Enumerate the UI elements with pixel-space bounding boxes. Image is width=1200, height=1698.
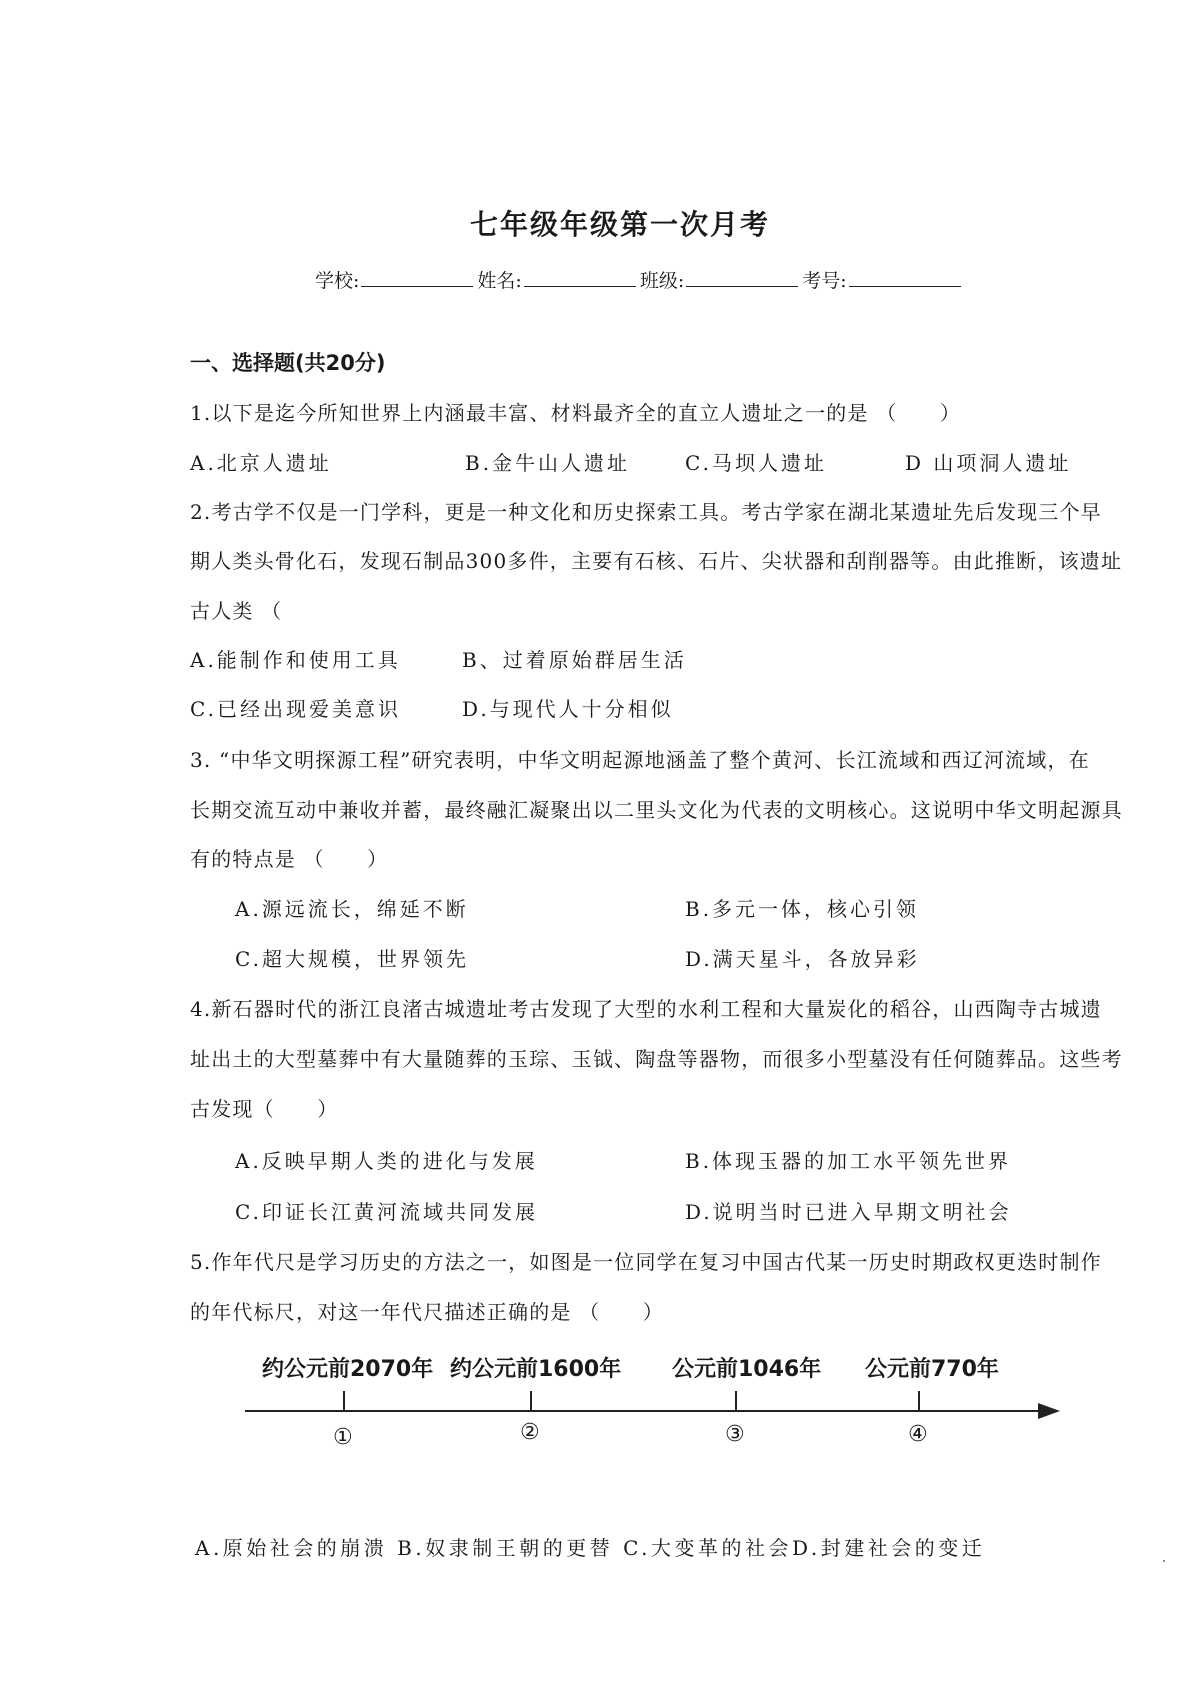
student-info-row [315, 266, 965, 293]
scan-speck [1163, 1560, 1165, 1562]
q2-option-b: B、过着原始群居生活 [462, 648, 687, 672]
timeline-marker-4: ④ [908, 1422, 928, 1447]
timeline-label-4: 公元前770年 [865, 1357, 999, 1382]
timeline-tick-4 [918, 1391, 920, 1411]
q2-line-2: 期人类头骨化石，发现石制品300多件，主要有石核、石片、尖状器和刮削器等。由此推断，该遗址 [190, 549, 1123, 573]
q2-line-1: 2.考古学不仅是一门学科，更是一种文化和历史探索工具。考古学家在湖北某遗址先后发现三个早 [190, 500, 1102, 524]
q2-line-3: 古人类 （ [190, 599, 283, 623]
timeline-tick-1 [343, 1391, 345, 1411]
q4-option-a: A.反映早期人类的进化与发展 [235, 1149, 538, 1173]
q3-option-d: D.满天星斗，各放异彩 [685, 947, 920, 971]
timeline-marker-3: ③ [725, 1422, 745, 1447]
q4-line-2: 址出土的大型墓葬中有大量随葬的玉琮、玉钺、陶盘等器物，而很多小型墓没有任何随葬品。这些考 [190, 1047, 1123, 1071]
q3-line-3: 有的特点是 （ ） [190, 847, 389, 871]
q1-option-d: D 山项洞人遗址 [905, 451, 1072, 475]
q4-line-3: 古发现（ ） [190, 1097, 339, 1121]
q2-option-c: C.已经出现爱美意识 [190, 697, 401, 721]
name-label: 姓名: [477, 270, 522, 292]
q2-option-d: D.与现代人十分相似 [462, 697, 674, 721]
q3-line-1: 3. “中华文明探源工程”研究表明，中华文明起源地涵盖了整个黄河、长江流域和西辽河流域，在 [190, 748, 1090, 772]
timeline-marker-2: ② [520, 1420, 540, 1445]
q3-option-c: C.超大规模，世界领先 [235, 947, 469, 971]
number-label: 考号: [802, 270, 847, 292]
timeline-label-2: 约公元前1600年 [450, 1357, 622, 1382]
school-label: 学校: [315, 270, 360, 292]
class-label: 班级: [639, 270, 685, 292]
q4-option-b: B.体现玉器的加工水平领先世界 [685, 1149, 1012, 1173]
exam-title: 七年级年级第一次月考 [469, 208, 770, 241]
section-heading: 一、选择题(共20分) [190, 351, 386, 375]
timeline-marker-1: ① [333, 1425, 353, 1450]
q1-stem: 1.以下是迄今所知世界上内涵最丰富、材料最齐全的直立人遗址之一的是 （ ） [190, 401, 962, 425]
q5-line-2: 的年代标尺，对这一年代尺描述正确的是 （ ） [190, 1300, 664, 1324]
q1-option-a: A.北京人遗址 [190, 451, 332, 475]
q5-options: A.原始社会的崩溃 B.奴隶制王朝的更替 C.大变革的社会D.封建社会的变迁 [195, 1536, 986, 1560]
q4-option-d: D.说明当时已进入早期文明社会 [685, 1200, 1012, 1224]
timeline-label-1: 约公元前2070年 [262, 1357, 434, 1382]
q2-option-a: A.能制作和使用工具 [190, 648, 401, 672]
q4-option-c: C.印证长江黄河流域共同发展 [235, 1200, 538, 1224]
timeline-arrow-icon [1038, 1403, 1060, 1419]
q3-line-2: 长期交流互动中兼收并蓄，最终融汇凝聚出以二里头文化为代表的文明核心。这说明中华文明起源具 [190, 798, 1123, 822]
q1-option-b: B.金牛山人遗址 [465, 451, 631, 475]
q1-option-c: C.马坝人遗址 [685, 451, 827, 475]
school-field[interactable] [361, 266, 473, 287]
name-field[interactable] [524, 266, 636, 287]
q4-line-1: 4.新石器时代的浙江良渚古城遗址考古发现了大型的水利工程和大量炭化的稻谷，山西陶寺古城遗 [190, 997, 1102, 1021]
timeline-label-3: 公元前1046年 [672, 1357, 822, 1382]
timeline-axis [245, 1410, 1045, 1412]
q3-option-a: A.源远流长，绵延不断 [235, 897, 469, 921]
class-field[interactable] [686, 266, 798, 287]
timeline-tick-3 [735, 1391, 737, 1411]
number-field[interactable] [849, 266, 961, 287]
q3-option-b: B.多元一体，核心引领 [685, 897, 920, 921]
q5-line-1: 5.作年代尺是学习历史的方法之一，如图是一位同学在复习中国古代某一历史时期政权更迭时制作 [190, 1250, 1102, 1274]
timeline-tick-2 [530, 1391, 532, 1411]
